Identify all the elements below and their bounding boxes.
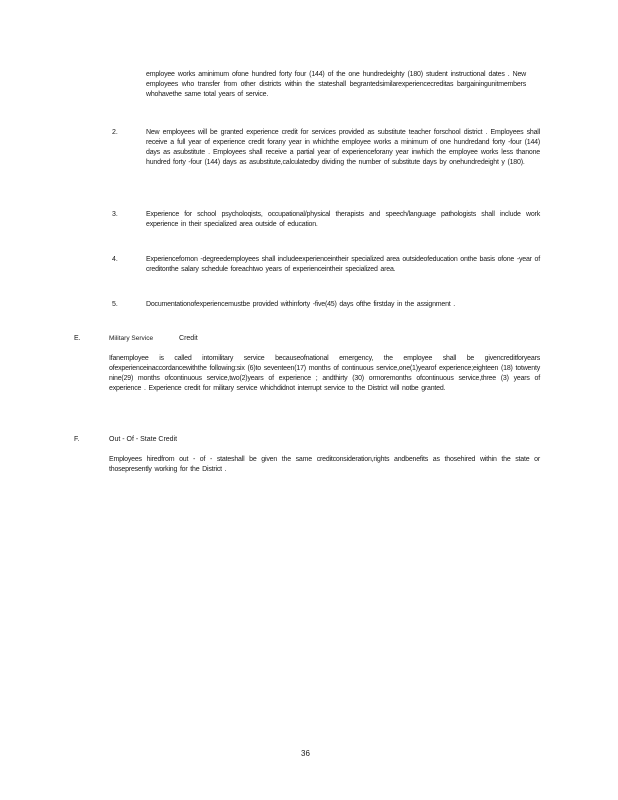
section-e-paragraph: Ifanemployee is called intomilitary service becauseofnational emergency, the employee shall be givencreditforyears ofexperienceinaccordancewiththe following:six (6)to seventeen(17) months of continuous service,one(1)yearof experience;eighteen (18) totwenty nine(29) months ofcontinuous service,two(2)years of experience ; andthirty (30) ormoremonths ofcontinuous service,three (3) years of experience . Experience credit for military service whichdidnot interrupt service to the District will notbe granted. bbox=[109, 355, 540, 392]
section-e-title-b: Credit bbox=[179, 335, 198, 342]
item-4-paragraph: Experiencefornon -degreedemployees shall includeexperienceintheir specialized area outsideofeducation onthe basis ofone -year of creditonthe salary schedule foreachtwo years of experienceintheir specialized area. bbox=[146, 256, 540, 273]
section-f-heading: Out - Of - State Credit bbox=[109, 436, 178, 443]
item-5-paragraph: Documentationofexperiencemustbe provided withinforty -five(45) days ofthe firstday in the assignment . bbox=[146, 301, 456, 308]
intro-paragraph: employee works aminimum ofone hundred forty four (144) of the one hundredeighty (180) student instructional dates . New employees who transfer from other districts within the stateshall begrantedsimilarexperiencecreditas bargainingunitmembers whohavethe same total years of service. bbox=[146, 71, 526, 98]
item-number-3: 3. bbox=[112, 211, 118, 218]
item-number-2: 2. bbox=[112, 129, 118, 136]
section-f-paragraph: Employees hiredfrom out - of - stateshall be given the same creditconsideration,rights andbenefits as thosehired within the state or thosepresently working for the District . bbox=[109, 456, 540, 473]
item-number-4: 4. bbox=[112, 256, 118, 263]
section-e-heading bbox=[109, 334, 198, 344]
item-3-paragraph: Experience for school psycholoqists, occupational/physical therapists and speech/language pathologists shall include work experience in their specialized area outside of education. bbox=[146, 211, 540, 228]
section-f-letter: F. bbox=[74, 436, 80, 443]
item-2-paragraph: New employees will be granted experience credit for services provided as substitute teacher forschool district . Employees shall receive a full year of experience credit forany year in whichthe employee works a minimum of one hundredand forty -four (144) days as asubstitute . Employees shall receive a partial year of experienceforany year inwhich the employee works less thanone hundred forty -four (144) days as asubstitute,calculatedby dividing the number of substitute days by onehundredeight y (180). bbox=[146, 129, 540, 166]
page-number: 36 bbox=[301, 749, 310, 758]
item-number-5: 5. bbox=[112, 301, 118, 308]
section-e-title-a: Military Service bbox=[109, 335, 154, 342]
section-e-letter: E. bbox=[74, 335, 81, 342]
